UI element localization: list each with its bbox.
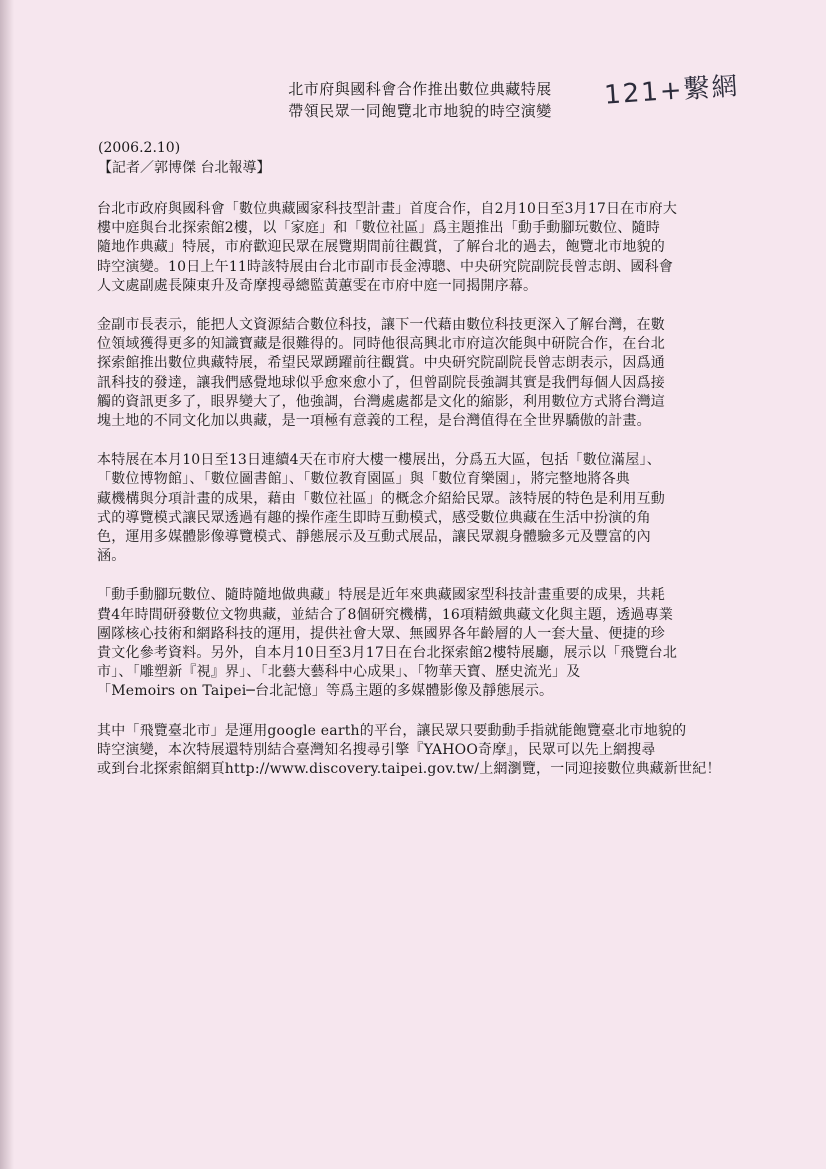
text-line: 「數位博物館」、「數位圖書館」、「數位教育園區」與「數位育樂園」，將完整地將各典 — [97, 471, 630, 488]
article-meta — [98, 138, 270, 178]
text-line: 涵。 — [97, 548, 126, 565]
text-line: 團隊核心技術和網路科技的運用，提供社會大眾、無國界各年齡層的人一套大量、便捷的珍 — [97, 625, 665, 642]
text-line: 觸的資訊更多了，眼界變大了，他強調，台灣處處都是文化的縮影，利用數位方式將台灣這 — [97, 393, 665, 410]
text-line: 色，運用多媒體影像導覽模式、靜態展示及互動式展品，讓民眾親身體驗多元及豐富的內 — [97, 529, 651, 546]
headline — [200, 78, 640, 122]
text-line: 時空演變，本次特展還特別結合臺灣知名搜尋引擎『YAHOO奇摩』，民眾可以先上網搜尋 — [97, 741, 656, 758]
article-body — [97, 200, 737, 799]
text-line: 時空演變。10日上午11時該特展由台北市副市長金溥聰、中央研究院副院長曾志朗、國科會 — [97, 258, 674, 275]
text-line: 式的導覽模式讓民眾透過有趣的操作產生即時互動模式，感受數位典藏在生活中扮演的角 — [97, 509, 651, 526]
text-line: 市」、「雕塑新『視』界」、「北藝大藝科中心成果」、「物華天寶、歷史流光」及 — [97, 664, 581, 681]
article-byline: 【記者／郭博傑 台北報導】 — [98, 160, 271, 176]
text-line: 貴文化參考資料。另外，自本月10日至3月17日在台北探索館2樓特展廳，展示以「飛覽台北 — [97, 645, 678, 662]
text-line: 隨地作典藏」特展，市府歡迎民眾在展覽期間前往觀賞，了解台北的過去，飽覽北市地貌的 — [97, 239, 665, 256]
text-line: 樓中庭與台北探索館2樓，以「家庭」和「數位社區」爲主題推出「動手動腳玩數位、隨時 — [97, 220, 660, 237]
paragraph-5 — [97, 722, 737, 780]
text-line: 塊土地的不同文化加以典藏，是一項極有意義的工程，是台灣值得在全世界驕傲的計畫。 — [97, 413, 651, 430]
text-line: 探索館推出數位典藏特展，希望民眾踴躍前往觀賞。中央研究院副院長曾志朗表示，因爲通 — [97, 355, 665, 372]
text-line: 本特展在本月10日至13日連續4天在市府大樓一樓展出，分爲五大區，包括「數位滿屋」、 — [97, 452, 661, 469]
text-line: 位領域獲得更多的知識寶藏是很難得的。同時他很高興北市府這次能與中研院合作，在台北 — [97, 336, 665, 353]
paragraph-2 — [97, 316, 737, 431]
article-date: (2006.2.10) — [98, 140, 181, 156]
text-line: 費4年時間研發數位文物典藏，並結合了8個研究機構，16項精緻典藏文化與主題，透過專業 — [97, 606, 674, 623]
text-line: 人文處副處長陳東升及奇摩搜尋總監黃蕙雯在市府中庭一同揭開序幕。 — [97, 277, 538, 294]
paragraph-4 — [97, 586, 737, 701]
paragraph-1 — [97, 200, 737, 296]
scan-edge-shadow — [0, 0, 14, 1169]
paragraph-3 — [97, 451, 737, 566]
text-line: 訊科技的發達，讓我們感覺地球似乎愈來愈小了，但曾副院長強調其實是我們每個人因爲接 — [97, 374, 665, 391]
text-line: 或到台北探索館網頁http://www.discovery.taipei.gov.tw/上網瀏覽，一同迎接數位典藏新世紀！ — [97, 761, 721, 778]
text-line: 「動手動腳玩數位、隨時隨地做典藏」特展是近年來典藏國家型科技計畫重要的成果，共耗 — [97, 587, 665, 604]
text-line: 台北市政府與國科會「數位典藏國家科技型計畫」首度合作，自2月10日至3月17日在市府大 — [97, 201, 678, 217]
handwritten-note: 121+繫網 — [603, 71, 741, 111]
text-line: 藏機構與分項計畫的成果，藉由「數位社區」的概念介紹給民眾。該特展的特色是利用互動 — [97, 490, 665, 507]
headline-line-1: 北市府與國科會合作推出數位典藏特展 — [288, 80, 552, 98]
text-line: 「Memoirs on Taipei─台北記憶」等爲主題的多媒體影像及靜態展示。 — [97, 683, 554, 700]
text-line: 其中「飛覽臺北市」是運用google earth的平台，讓民眾只要動動手指就能飽覽臺北市地貌的 — [97, 722, 687, 739]
headline-line-2: 帶領民眾一同飽覽北市地貌的時空演變 — [288, 102, 552, 120]
text-line: 金副市長表示，能把人文資源結合數位科技，讓下一代藉由數位科技更深入了解台灣，在數 — [97, 317, 665, 334]
